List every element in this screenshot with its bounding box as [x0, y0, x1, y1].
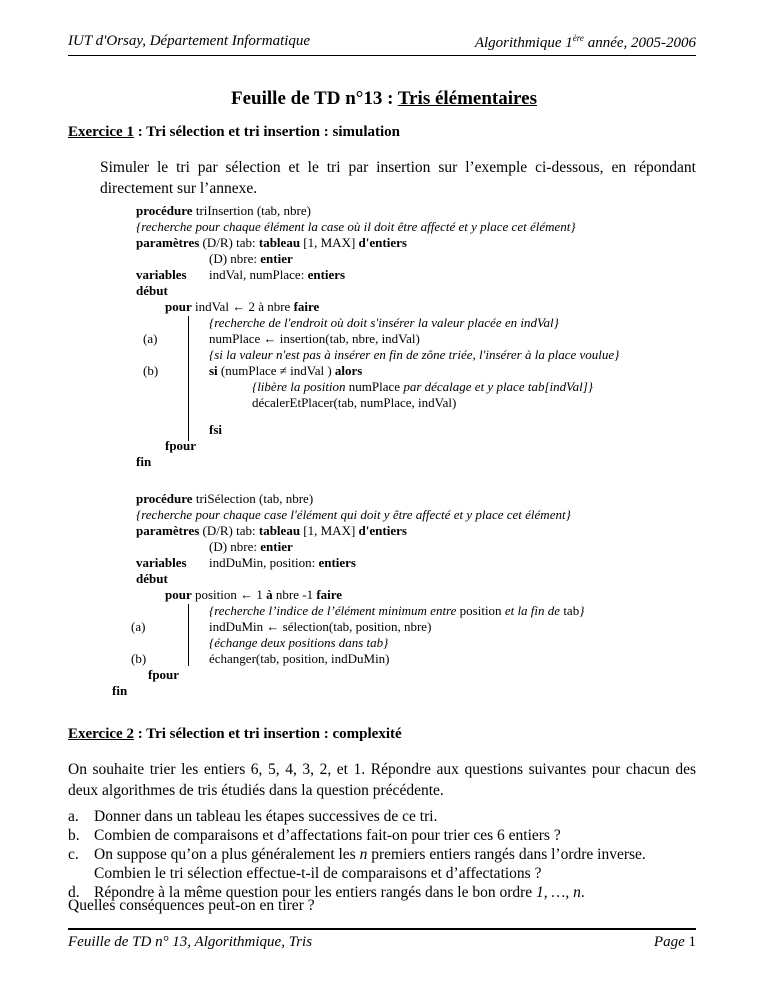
algo1-loop-bar — [188, 316, 189, 441]
algo1-line: indVal, numPlace: entiers — [209, 267, 346, 282]
algo1-line: fin — [136, 454, 152, 469]
algo2-line: pour position ← 1 à nbre -1 faire — [165, 587, 343, 602]
header-right: Algorithmique 1ère année, 2005-2006 — [474, 33, 696, 51]
algo2-line: (D) nbre: entier — [209, 539, 293, 554]
algo1-line: paramètres (D/R) tab: tableau [1, MAX] d'entiers — [136, 235, 407, 250]
algo1-comment: {si la valeur n'est pas à insérer en fin de zône triée, l'insérer à la place voulue} — [209, 347, 620, 362]
algo2-line: procédure triSélection (tab, nbre) — [136, 491, 314, 506]
question-item: b. Combien de comparaisons et d’affectations fait-on pour trier ces 6 entiers ? — [68, 827, 561, 844]
algo1-comment: {recherche de l'endroit où doit s'insérer la valeur placée en indVal} — [209, 315, 559, 330]
algo1-mark-b: (b) — [143, 363, 159, 378]
algo2-line: échanger(tab, position, indDuMin) — [209, 651, 390, 666]
algo2-line: indDuMin, position: entiers — [209, 555, 356, 570]
question-item: a. Donner dans un tableau les étapes successives de ce tri. — [68, 808, 438, 825]
algo2-mark-a: (a) — [131, 619, 146, 634]
algo2-mark-b: (b) — [131, 651, 147, 666]
algo1-line: fsi — [209, 422, 222, 437]
question-item: c. On suppose qu’on a plus généralement les n premiers entiers rangés dans l’ordre inverse. Combien le tri sélection effectue-t-il de comparaisons et d’affectations ? — [68, 846, 646, 882]
algo2-line: début — [136, 571, 168, 586]
algo2-comment: {échange deux positions dans tab} — [209, 635, 389, 650]
algo1-line: décalerEtPlacer(tab, numPlace, indVal) — [252, 395, 457, 410]
algo1-comment: {recherche pour chaque élément la case où il doit être affecté et y place cet élément} — [136, 219, 576, 234]
exercise-1-intro: Simuler le tri par sélection et le tri par insertion sur l’exemple ci-dessous, en répondant directement sur l’annexe. — [100, 159, 696, 197]
algo2-line: paramètres (D/R) tab: tableau [1, MAX] d'entiers — [136, 523, 407, 538]
algo1-line: numPlace ← insertion(tab, nbre, indVal) — [209, 331, 420, 346]
exercise-2-conclusion: Quelles conséquences peut-on en tirer ? — [68, 897, 315, 914]
algo1-line: procédure triInsertion (tab, nbre) — [136, 203, 311, 218]
exercise-1-heading: Exercice 1 : Tri sélection et tri insertion : simulation — [68, 124, 401, 140]
algo2-comment: {recherche pour chaque case l'élément qui doit y être affecté et y place cet élément} — [136, 507, 571, 522]
algo1-line: variables — [136, 267, 187, 282]
footer-rule — [68, 928, 696, 930]
algo2-line: indDuMin ← sélection(tab, position, nbre) — [209, 619, 432, 634]
question-item: d. Répondre à la même question pour les entiers rangés dans le bon ordre 1, …, n. — [68, 884, 585, 901]
algo1-line: si (numPlace ≠ indVal ) alors — [209, 363, 363, 378]
algo1-line: début — [136, 283, 168, 298]
algo1-comment: {libère la position numPlace par décalage et y place tab[indVal]} — [252, 379, 593, 394]
page-title: Feuille de TD n°13 : Tris élémentaires — [231, 88, 537, 109]
header-rule — [68, 55, 696, 56]
algo1-line: (D) nbre: entier — [209, 251, 293, 266]
exercise-2-questions — [68, 807, 696, 902]
page-number: Page 1 — [653, 934, 696, 950]
algo2-line: variables — [136, 555, 187, 570]
algo2-line: fin — [112, 683, 128, 698]
algo1-mark-a: (a) — [143, 331, 158, 346]
footer-left: Feuille de TD n° 13, Algorithmique, Tris — [68, 934, 313, 950]
algo2-line: fpour — [148, 667, 180, 682]
algo2-comment: {recherche l’indice de l’élément minimum entre position et la fin de tab} — [209, 603, 585, 618]
exercise-2-heading: Exercice 2 : Tri sélection et tri insertion : complexité — [68, 726, 402, 742]
header-left: IUT d'Orsay, Département Informatique — [68, 33, 311, 49]
algo1-line: pour indVal ← 2 à nbre faire — [165, 299, 320, 314]
exercise-2-intro: On souhaite trier les entiers 6, 5, 4, 3, 2, et 1. Répondre aux questions suivantes pour chacun des deux algorithmes de tris étudiés dans la question précédente. — [68, 761, 696, 799]
algo2-loop-bar — [188, 604, 189, 666]
algo1-line: fpour — [165, 438, 197, 453]
